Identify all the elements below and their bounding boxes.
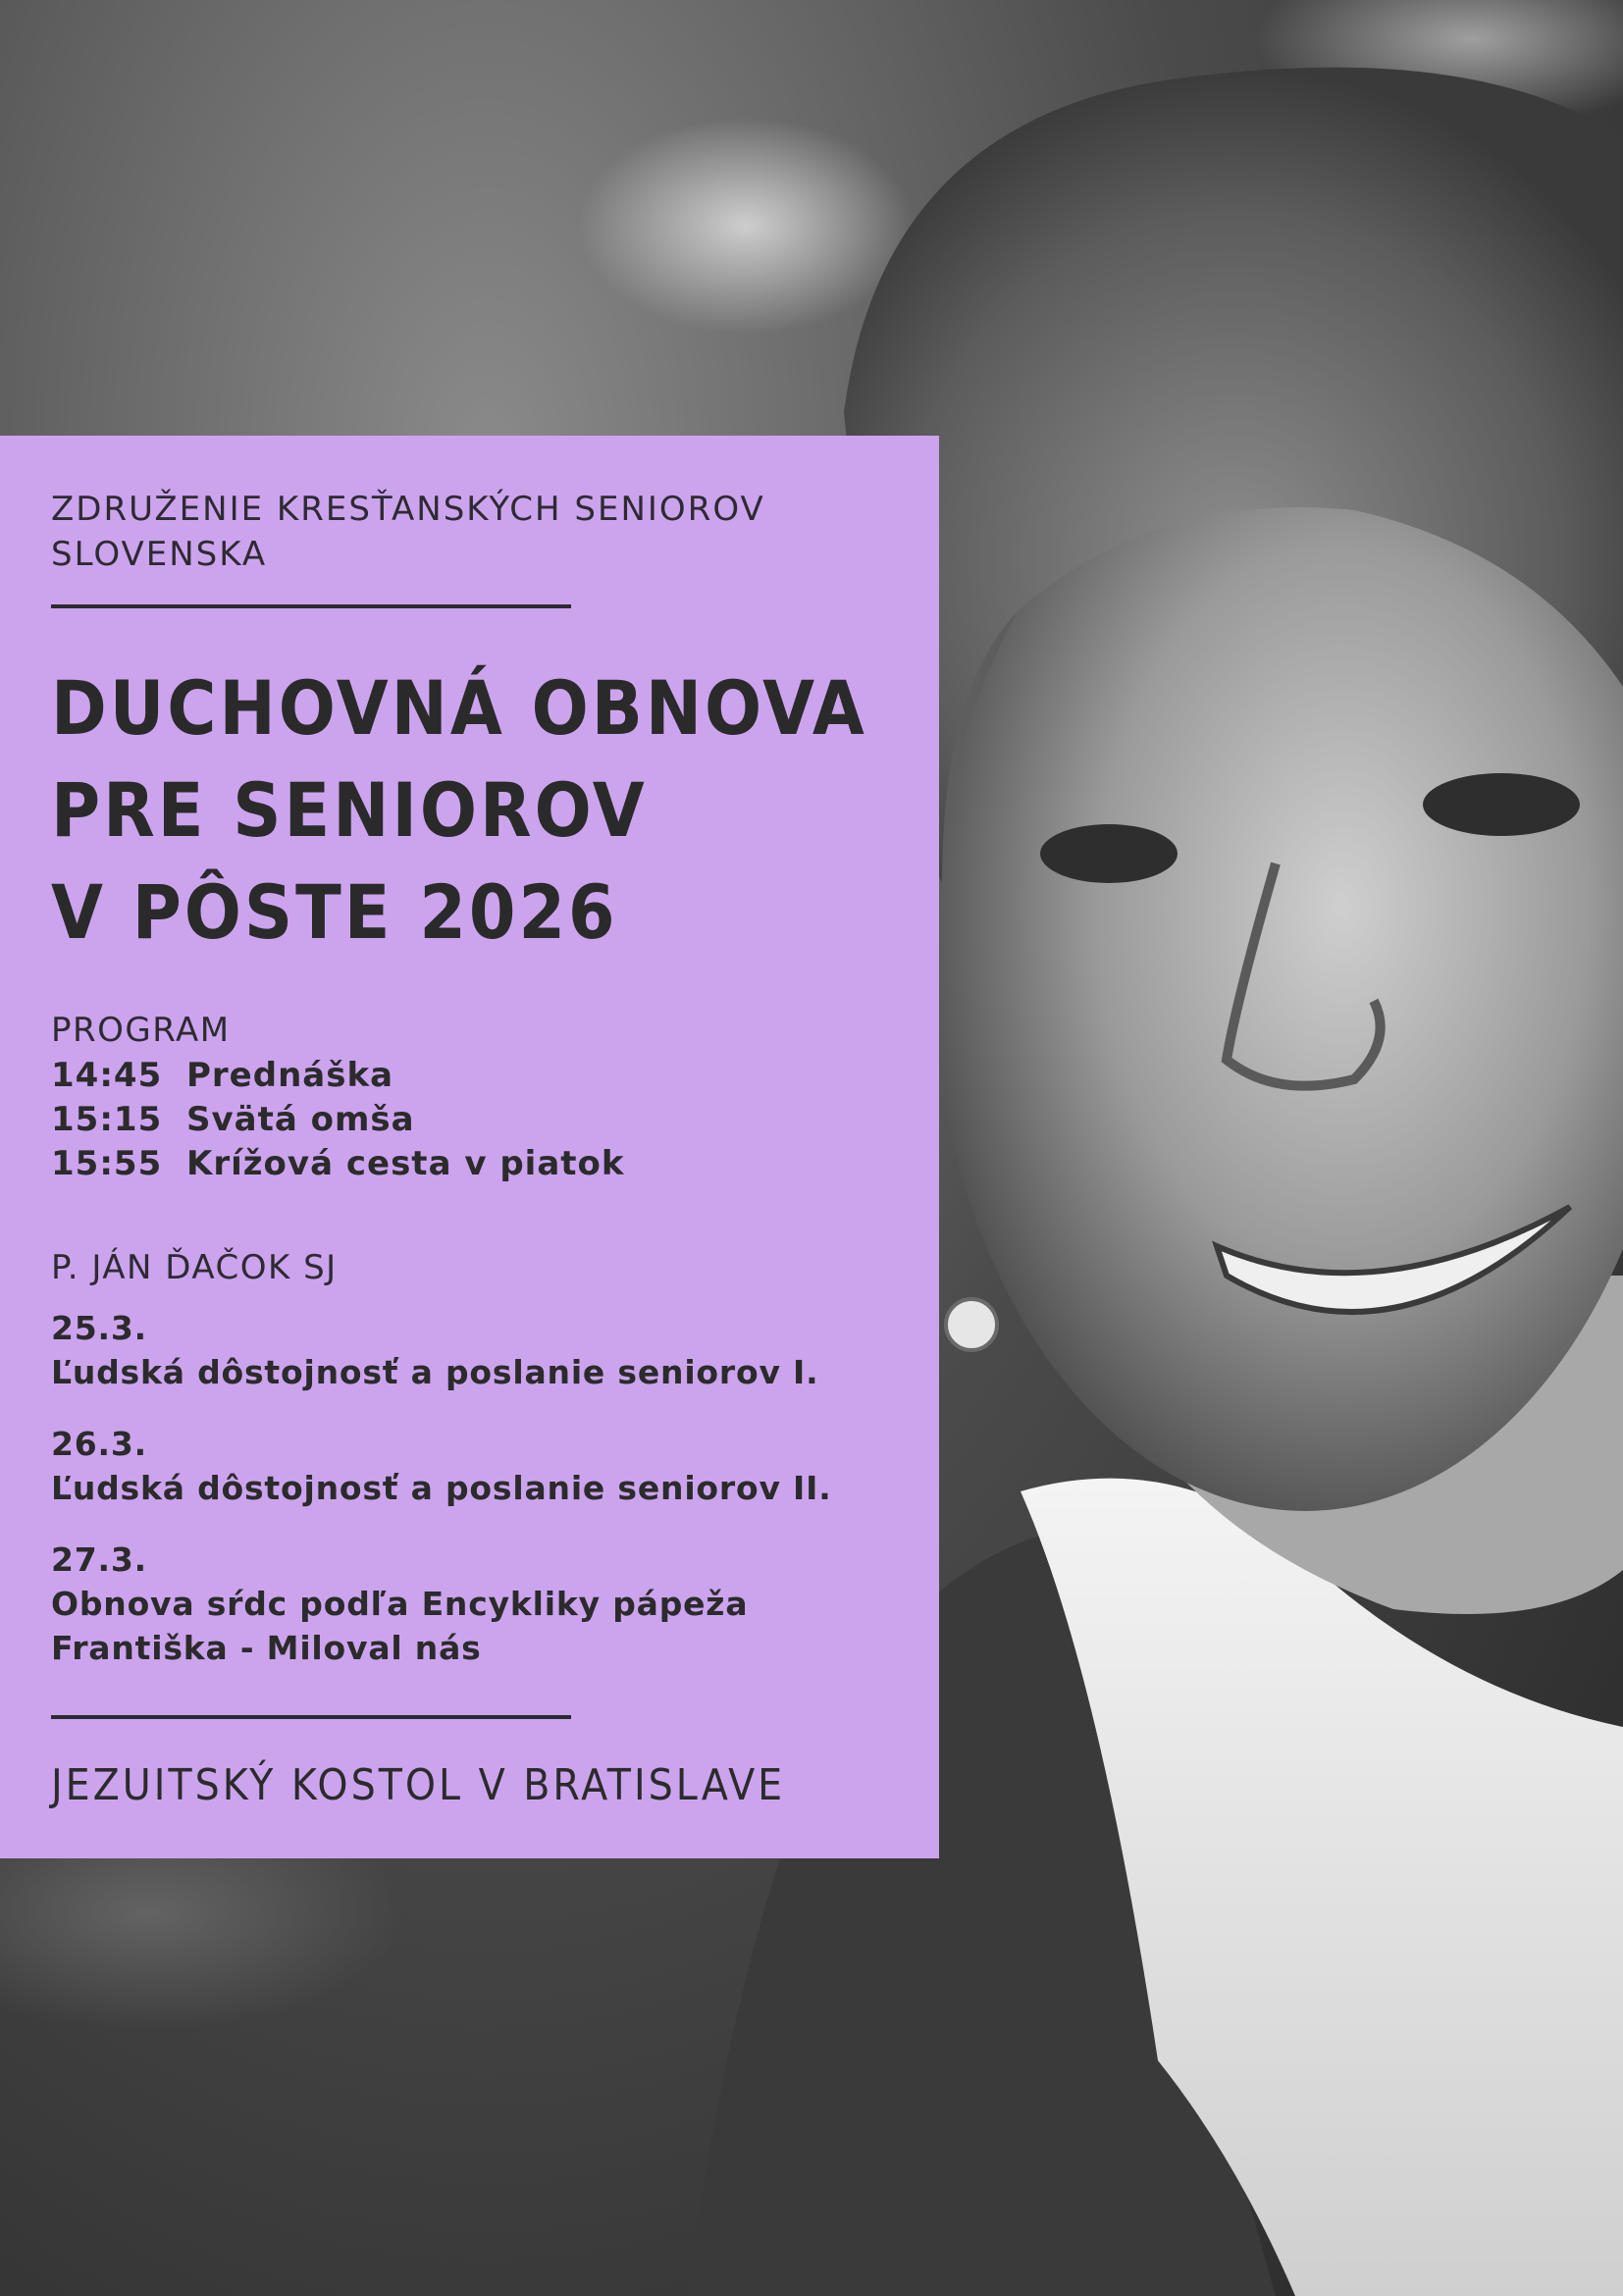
venue: JEZUITSKÝ KOSTOL V BRATISLAVE <box>51 1760 786 1810</box>
program-item <box>51 1098 625 1142</box>
divider-top <box>51 604 571 608</box>
speaker-label: P. JÁN ĎAČOK SJ <box>51 1248 338 1287</box>
program-list <box>51 1054 625 1186</box>
program-activity: Krížová cesta v piatok <box>186 1144 625 1183</box>
program-item <box>51 1054 625 1098</box>
title-line-2: PRE SENIOROV <box>51 766 648 854</box>
poster-title <box>51 657 924 964</box>
program-time: 14:45 <box>51 1056 163 1095</box>
lecture-item <box>51 1422 924 1510</box>
lecture-title: Ľudská dôstojnosť a poslanie seniorov I. <box>51 1353 819 1391</box>
lecture-item <box>51 1306 924 1394</box>
program-label: PROGRAM <box>51 1011 231 1050</box>
organization-name: ZDRUŽENIE KRESŤANSKÝCH SENIOROV SLOVENSKA <box>51 490 765 574</box>
lecture-list <box>51 1306 924 1697</box>
program-activity: Prednáška <box>186 1056 394 1095</box>
program-time: 15:55 <box>51 1144 163 1183</box>
program-item <box>51 1142 625 1186</box>
program-activity: Svätá omša <box>186 1100 415 1139</box>
lecture-date: 25.3. <box>51 1309 147 1347</box>
program-time: 15:15 <box>51 1100 163 1139</box>
divider-bottom <box>51 1715 571 1719</box>
lecture-date: 26.3. <box>51 1425 147 1463</box>
title-line-1: DUCHOVNÁ OBNOVA <box>51 664 867 752</box>
info-panel <box>0 436 939 1858</box>
title-line-3: V PÔSTE 2026 <box>51 868 618 956</box>
lecture-item <box>51 1538 836 1670</box>
lecture-title: Ľudská dôstojnosť a poslanie seniorov II. <box>51 1469 832 1507</box>
lecture-title: Obnova sŕdc podľa Encykliky pápeža Františka - Miloval nás <box>51 1585 749 1667</box>
lecture-date: 27.3. <box>51 1540 147 1579</box>
